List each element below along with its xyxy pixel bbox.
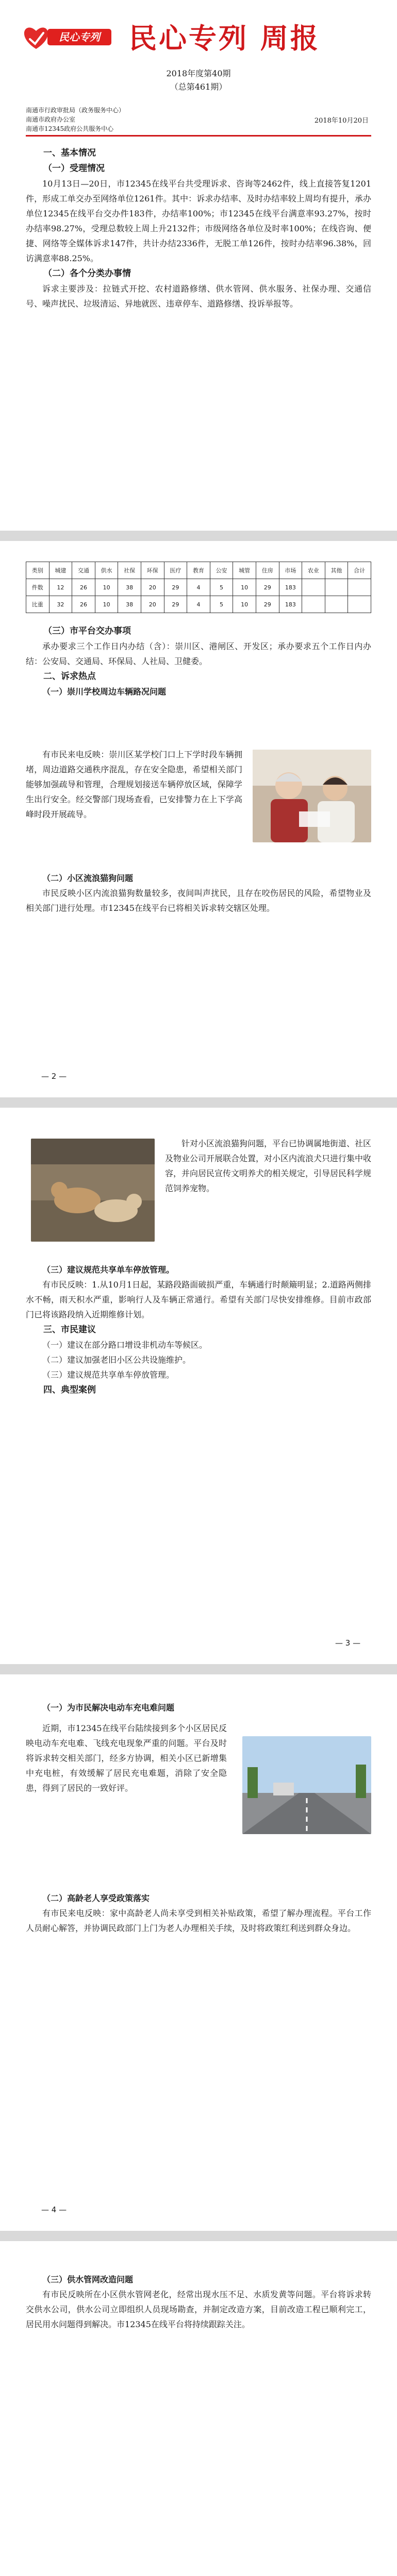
org-line-2: 南通市政府办公室: [26, 116, 76, 123]
publish-date: 2018年10月20日: [314, 117, 369, 125]
table-cell: [325, 579, 348, 596]
subsection-heading: （二）各个分类办事情: [43, 268, 131, 279]
table-cell: 5: [210, 596, 233, 613]
subsection-heading: （三）市平台交办事项: [43, 626, 131, 636]
newsletter-title: 民心专列 周报: [129, 22, 320, 55]
table-cell: 38: [118, 596, 141, 613]
paragraph: 针对小区流浪猫狗问题，平台已协调属地街道、社区及物业公司开展联合处置，对小区内流浪犬只进行集中收容，并向居民宣传文明养犬的相关规定，引导居民科学规范饲养宠物。: [165, 1139, 372, 1193]
page-4-body: [26, 1891, 371, 1936]
elderly-people-photo: [253, 750, 371, 842]
paragraph: 有市民反映：1.从10月1日起，某路段路面破损严重，车辆通行时颠簸明显；2.道路两侧排水不畅，雨天积水严重，影响行人及车辆正常通行。希望有关部门尽快安排维修。目前市政部门已将该路段纳入近期维修计划。: [26, 1280, 371, 1319]
table-cell: 市场: [279, 562, 302, 579]
table-cell: [302, 596, 325, 613]
paragraph: （一）建议在部分路口增设非机动车等候区。: [42, 1340, 208, 1350]
page-3-body: [26, 1262, 371, 1398]
paragraph: （二）建议加强老旧小区公共设施维护。: [42, 1355, 191, 1365]
item-heading: （一）为市民解决电动车充电难问题: [42, 1703, 175, 1713]
item-2-wrap: [26, 871, 371, 916]
page-3: [0, 1108, 397, 1664]
table-cell: 10: [233, 596, 256, 613]
table-cell: 环保: [141, 562, 164, 579]
table-cell: 4: [187, 579, 210, 596]
table-cell: 件数: [26, 579, 49, 596]
page-number: — 3 —: [335, 1638, 361, 1648]
page-number: — 2 —: [41, 1072, 67, 1081]
table-cell: 20: [141, 596, 164, 613]
table-cell: 其他: [325, 562, 348, 579]
min-xin-zhuan-lie-logo: [21, 21, 116, 53]
subsection-heading: （一）受理情况: [43, 163, 105, 174]
table-cell: 29: [256, 596, 279, 613]
table-cell: 4: [187, 596, 210, 613]
table-cell: 城管: [233, 562, 256, 579]
table-cell: 5: [210, 579, 233, 596]
paragraph: 有市民反映所在小区供水管网老化，经常出现水压不足、水质发黄等问题。平台将诉求转交供水公司，供水公司立即组织人员现场勘查，并制定改造方案，目前改造工程已顺利完工，居民用水问题得到解决。市12345在线平台将持续跟踪关注。: [26, 2290, 371, 2329]
paragraph: 诉求主要涉及：拉链式开挖、农村道路修缮、供水管网、供水服务、社保办理、交通信号、噪声扰民、垃圾清运、异地就医、违章停车、道路修缮、投诉举报等。: [26, 284, 371, 309]
table-cell: 10: [233, 579, 256, 596]
table-cell: 29: [164, 579, 187, 596]
page-4: [0, 1674, 397, 2231]
paragraph: 市民反映小区内流浪猫狗数量较多，夜间叫声扰民，且存在咬伤居民的风险，希望物业及相关部门进行处理。市12345在线平台已将相关诉求转交辖区处理。: [26, 888, 371, 913]
stats-table-wrap: [26, 562, 371, 613]
publisher-block: [26, 106, 191, 133]
page-5-body: [26, 2272, 371, 2332]
table-cell: 合计: [348, 562, 371, 579]
issue-block: [0, 67, 397, 94]
table-cell: 住房: [256, 562, 279, 579]
page-2: [0, 541, 397, 1097]
table-cell: 38: [118, 579, 141, 596]
table-cell: [302, 579, 325, 596]
table-cell: 26: [72, 579, 95, 596]
table-cell: 医疗: [164, 562, 187, 579]
table-row: [26, 562, 371, 579]
table-row: [26, 596, 371, 613]
table-cell: 教育: [187, 562, 210, 579]
item-heading: （二）高龄老人享受政策落实: [42, 1893, 150, 1903]
section-heading: 三、市民建议: [43, 1325, 96, 1335]
table-cell: 农业: [302, 562, 325, 579]
item-1-text-wrap: [26, 747, 242, 822]
issue-line: 2018年度第40期: [166, 69, 231, 78]
paragraph: 有市民来电反映：家中高龄老人尚未享受到相关补贴政策，希望了解办理流程。平台工作人员耐心解答，并协调民政部门上门为老人办理相关手续，及时将政策红利送到群众身边。: [26, 1908, 371, 1933]
street-photo: [242, 1736, 371, 1834]
table-cell: 公安: [210, 562, 233, 579]
table-cell: [348, 579, 371, 596]
page-4-text-left: [26, 1721, 227, 1795]
table-cell: 20: [141, 579, 164, 596]
table-cell: 29: [256, 579, 279, 596]
category-table: [26, 562, 371, 613]
table-cell: [325, 596, 348, 613]
logo-text: 民心专列: [59, 31, 100, 43]
basic-info-section: [26, 145, 371, 311]
header-divider: [26, 135, 371, 137]
table-cell: [348, 596, 371, 613]
table-cell: 交通: [72, 562, 95, 579]
paragraph: 近期，市12345在线平台陆续接到多个小区居民反映电动车充电难、飞线充电现象严重的问题。平台及时将诉求转交相关部门，经多方协调，相关小区已新增集中充电桩，有效缓解了居民充电难题，消除了安全隐患，得到了居民的一致好评。: [26, 1723, 227, 1793]
table-cell: 10: [95, 579, 118, 596]
paragraph: 10月13日—20日，市12345在线平台共受理诉求、咨询等2462件，线上直接答复1201件，形成工单交办至网络单位1261件。其中：诉求办结率、及时办结率较上周均有提升，承办单位12345在线平台交办件183件，办结率100%；市12345在线平台满意率93.27%，按时办结率98.27%，受理总数较上周上升2132件；市级网络各单位及时率100%；在线咨询、便捷、网络等全媒体诉求147件，共计办结2336件，无脱工单126件，按时办结率96.38%，回访满意率88.25%。: [26, 179, 371, 263]
table-cell: 26: [72, 596, 95, 613]
item-heading: （一）崇川学校周边车辆路况问题: [42, 687, 167, 697]
section-heading: 四、典型案例: [43, 1385, 96, 1395]
paragraph: 承办要求三个工作日内办结（含）：崇川区、港闸区、开发区；承办要求五个工作日内办结：公安局、交通局、环保局、人社局、卫健委。: [26, 641, 371, 666]
section-heading: 二、诉求热点: [43, 671, 96, 682]
table-cell: 城建: [49, 562, 72, 579]
section-heading: 一、基本情况: [43, 148, 96, 158]
issue-total: （总第461期）: [170, 82, 227, 92]
item-heading: （二）小区流浪猫狗问题: [42, 873, 134, 883]
stray-dogs-photo: [31, 1139, 155, 1242]
table-cell: 供水: [95, 562, 118, 579]
org-line-1: 南通市行政审批局（政务服务中心）: [26, 107, 125, 114]
table-cell: 183: [279, 596, 302, 613]
page-5: [0, 2241, 397, 2576]
page-2-body: [26, 623, 371, 699]
page-3-text-right: [165, 1136, 371, 1196]
table-cell: 29: [164, 596, 187, 613]
page-number: — 4 —: [41, 2205, 67, 2214]
table-cell: 比重: [26, 596, 49, 613]
table-row: [26, 579, 371, 596]
table-cell: 32: [49, 596, 72, 613]
org-line-3: 南通市12345政府公共服务中心: [26, 125, 114, 132]
table-cell: 10: [95, 596, 118, 613]
paragraph: （三）建议规范共享单车停放管理。: [42, 1370, 175, 1380]
table-cell: 社保: [118, 562, 141, 579]
table-cell: 183: [279, 579, 302, 596]
item-heading: （三）供水管网改造问题: [42, 2275, 134, 2284]
page-4-intro: [26, 1700, 371, 1715]
page-1: [0, 0, 397, 531]
table-cell: 12: [49, 579, 72, 596]
paragraph: 有市民来电反映：崇川区某学校门口上下学时段车辆拥堵，周边道路交通秩序混乱，存在安全隐患，希望相关部门能够加强疏导和管理，合理规划接送车辆停放区域，保障学生出行安全。经交警部门现场查看，已安排警力在上下学高峰时段开展疏导。: [26, 750, 242, 819]
table-cell: 类别: [26, 562, 49, 579]
item-heading: （三）建议规范共享单车停放管理。: [42, 1265, 175, 1275]
